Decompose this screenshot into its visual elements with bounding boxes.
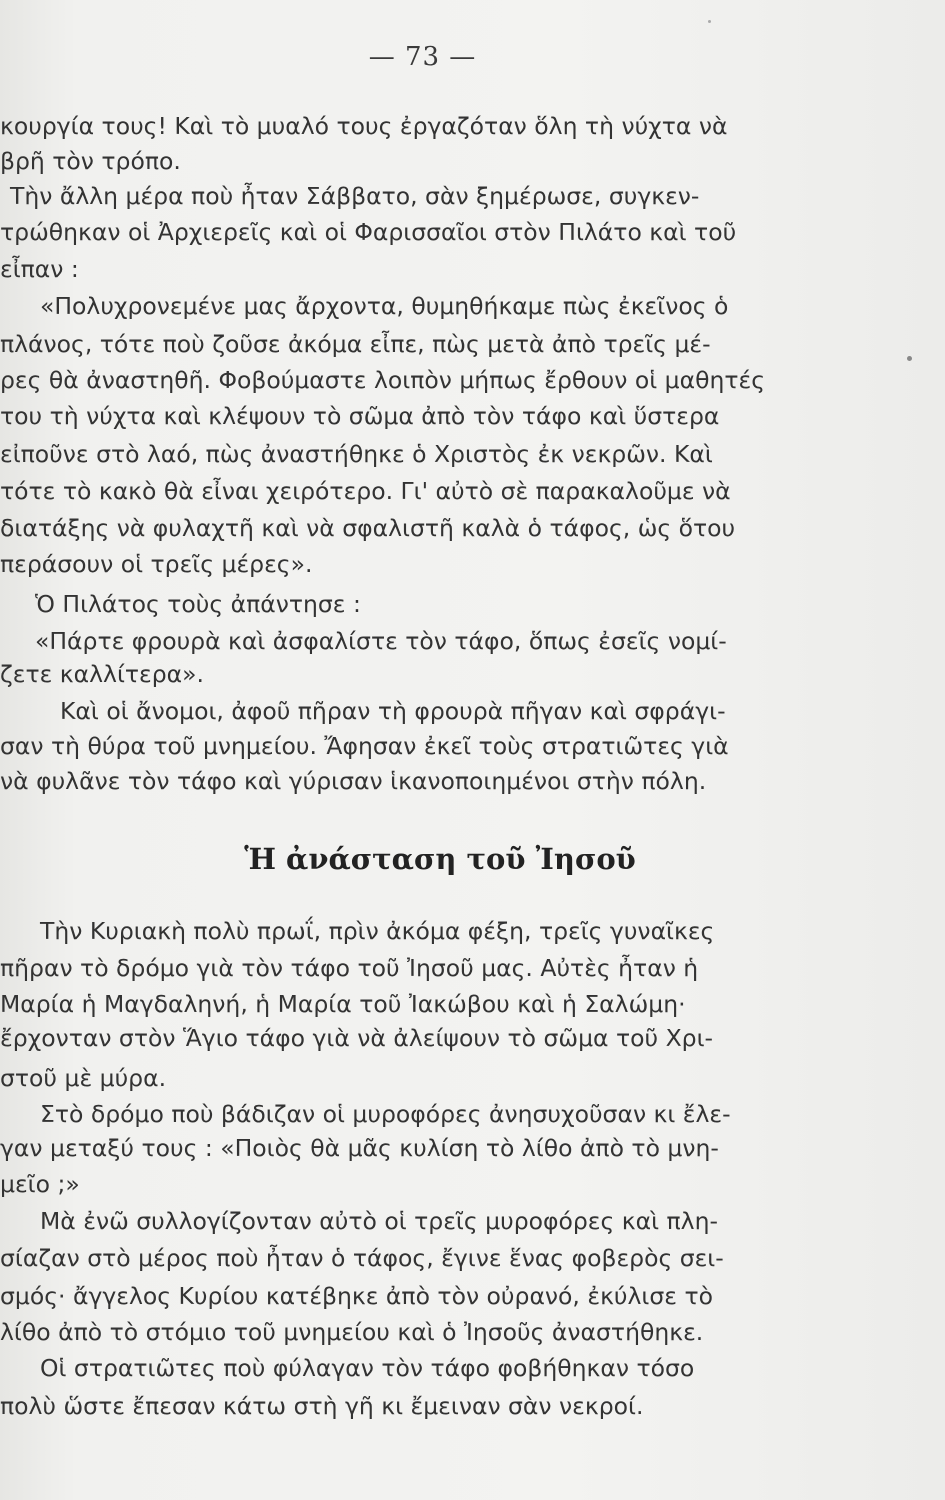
text-line: κουργία τους! Καὶ τὸ μυαλό τους ἐργαζόταν ὅλη τὴ νύχτα νὰ xyxy=(0,112,728,140)
text-line: ἔρχονταν στὸν Ἅγιο τάφο γιὰ νὰ ἀλείψουν τὸ σῶμα τοῦ Χρι- xyxy=(0,1024,714,1052)
text-line: λίθο ἀπὸ τὸ στόμιο τοῦ μνημείου καὶ ὁ Ἰησοῦς ἀναστήθηκε. xyxy=(0,1318,704,1346)
text-line: πλάνος, τότε ποὺ ζοῦσε ἀκόμα εἶπε, πὼς μετὰ ἀπὸ τρεῖς μέ- xyxy=(0,330,711,358)
text-line: βρῆ τὸν τρόπο. xyxy=(0,147,181,175)
text-line: εἶπαν : xyxy=(0,255,79,283)
text-line: Μὰ ἐνῶ συλλογίζονταν αὐτὸ οἱ τρεῖς μυροφόρες καὶ πλη- xyxy=(40,1207,718,1235)
text-line: ρες θὰ ἀναστηθῆ. Φοβούμαστε λοιπὸν μήπως ἔρθουν οἱ μαθητές xyxy=(0,366,766,394)
text-line: Στὸ δρόμο ποὺ βάδιζαν οἱ μυροφόρες ἀνησυχοῦσαν κι ἔλε- xyxy=(40,1100,731,1128)
text-line: «Πάρτε φρουρὰ καὶ ἀσφαλίστε τὸν τάφο, ὅπως ἐσεῖς νομί- xyxy=(35,627,727,655)
text-line: Οἱ στρατιῶτες ποὺ φύλαγαν τὸν τάφο φοβήθηκαν τόσο xyxy=(40,1354,695,1382)
paper-speck xyxy=(907,356,912,361)
text-line: τρώθηκαν οἱ Ἀρχιερεῖς καὶ οἱ Φαρισσαῖοι στὸν Πιλάτο καὶ τοῦ xyxy=(0,218,737,246)
text-line: πολὺ ὥστε ἔπεσαν κάτω στὴ γῆ κι ἔμειναν σὰν νεκροί. xyxy=(0,1392,644,1420)
text-line: γαν μεταξύ τους : «Ποιὸς θὰ μᾶς κυλίση τὸ λίθο ἀπὸ τὸ μνη- xyxy=(0,1134,719,1162)
text-line: εἰποῦνε στὸ λαό, πὼς ἀναστήθηκε ὁ Χριστὸς ἐκ νεκρῶν. Καὶ xyxy=(0,440,713,468)
text-line: «Πολυχρονεμένε μας ἄρχοντα, θυμηθήκαμε πὼς ἐκεῖνος ὁ xyxy=(40,292,729,320)
text-line: σαν τὴ θύρα τοῦ μνημείου. Ἄφησαν ἐκεῖ τοὺς στρατιῶτες γιὰ xyxy=(0,732,729,760)
text-line: Τὴν Κυριακὴ πολὺ πρωΐ, πρὶν ἀκόμα φέξη, τρεῖς γυναῖκες xyxy=(40,917,715,945)
text-line: ζετε καλλίτερα». xyxy=(0,660,205,688)
page-number: — 73 — xyxy=(368,42,477,72)
text-line: σίαζαν στὸ μέρος ποὺ ἦταν ὁ τάφος, ἔγινε ἕνας φοβερὸς σει- xyxy=(0,1244,724,1272)
text-line: νὰ φυλᾶνε τὸν τάφο καὶ γύρισαν ἱκανοποιημένοι στὴν πόλη. xyxy=(0,767,707,795)
paper-speck xyxy=(708,20,711,23)
text-line: στοῦ μὲ μύρα. xyxy=(0,1064,167,1092)
text-line: τότε τὸ κακὸ θὰ εἶναι χειρότερο. Γι' αὐτὸ σὲ παρακαλοῦμε νὰ xyxy=(0,477,731,505)
text-line: του τὴ νύχτα καὶ κλέψουν τὸ σῶμα ἀπὸ τὸν τάφο καὶ ὕστερα xyxy=(0,402,720,430)
text-line: Μαρία ἡ Μαγδαληνή, ἡ Μαρία τοῦ Ἰακώβου καὶ ἡ Σαλώμη· xyxy=(0,990,686,1018)
text-line: Καὶ οἱ ἄνομοι, ἀφοῦ πῆραν τὴ φρουρὰ πῆγαν καὶ σφράγι- xyxy=(60,697,726,725)
text-line: Τὴν ἄλλη μέρα ποὺ ἦταν Σάββατο, σὰν ξημέρωσε, συγκεν- xyxy=(10,182,700,210)
text-line: σμός· ἄγγελος Κυρίου κατέβηκε ἀπὸ τὸν οὐρανό, ἐκύλισε τὸ xyxy=(0,1282,713,1310)
text-line: Ὁ Πιλάτος τοὺς ἀπάντησε : xyxy=(35,590,361,618)
text-line: διατάξης νὰ φυλαχτῆ καὶ νὰ σφαλιστῆ καλὰ ὁ τάφος, ὡς ὅτου xyxy=(0,514,736,542)
text-line: πῆραν τὸ δρόμο γιὰ τὸν τάφο τοῦ Ἰησοῦ μας. Αὐτὲς ἦταν ἡ xyxy=(0,954,699,982)
section-heading: Ἡ ἀνάσταση τοῦ Ἰησοῦ xyxy=(244,842,636,876)
text-line: μεῖο ;» xyxy=(0,1170,80,1198)
text-line: περάσουν οἱ τρεῖς μέρες». xyxy=(0,550,313,578)
